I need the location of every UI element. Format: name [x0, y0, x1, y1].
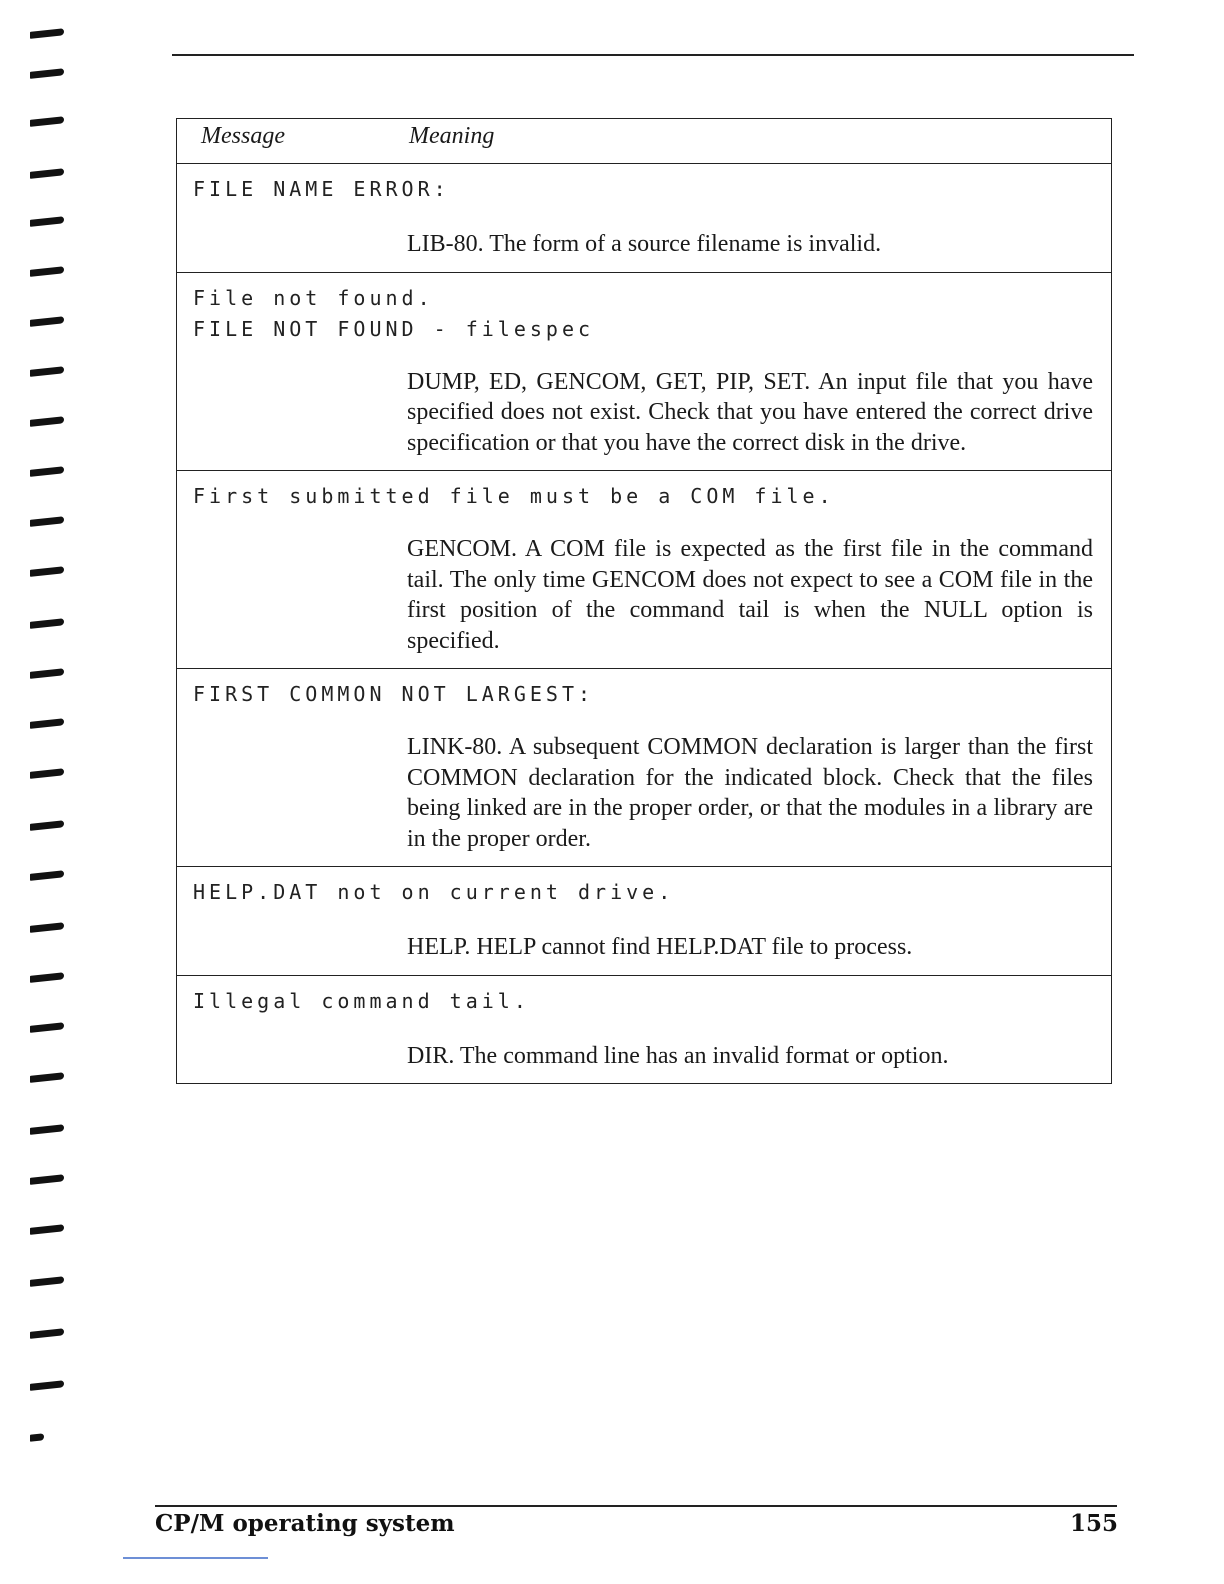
error-meaning: LIB-80. The form of a source filename is invalid. — [407, 231, 882, 257]
table-row — [177, 867, 1111, 976]
error-meaning: LINK-80. A subsequent COMMON declaration is larger than the first COMMON declaration for the indicated block. Check that the files being linked are in the proper order, or that the modules in a library are in the proper order. — [407, 734, 1093, 852]
table-row — [177, 164, 1111, 273]
table-row — [177, 669, 1111, 867]
binding-punch-marks — [30, 0, 70, 1584]
top-rule — [172, 54, 1134, 56]
bottom-rule — [155, 1505, 1117, 1507]
message-table — [176, 118, 1112, 1084]
error-message: First submitted file must be a COM file. — [193, 484, 835, 508]
error-meaning: GENCOM. A COM file is expected as the first file in the command tail. The only time GENCOM does not expect to see a COM file in the first position of the command tail is when the NULL option is specified. — [407, 536, 1093, 654]
error-meaning: HELP. HELP cannot find HELP.DAT file to process. — [407, 934, 913, 960]
page-number: 155 — [1069, 1510, 1118, 1537]
error-meaning: DIR. The command line has an invalid format or option. — [407, 1042, 949, 1069]
error-message: HELP.DAT not on current drive. — [193, 880, 675, 904]
error-message: FILE NAME ERROR: — [193, 177, 450, 201]
table-header — [177, 119, 1111, 164]
table-row — [177, 273, 1111, 472]
scan-artifact-line — [123, 1557, 268, 1559]
table-row — [177, 976, 1111, 1084]
error-message: File not found. FILE NOT FOUND - filespec — [193, 285, 595, 341]
header-message: Message — [201, 123, 285, 149]
error-message: Illegal command tail. — [193, 988, 530, 1013]
table-row — [177, 471, 1111, 669]
error-meaning: DUMP, ED, GENCOM, GET, PIP, SET. An input file that you have specified does not exist. Check that you have entered the correct drive specification or that you have the correct disk in the drive. — [407, 368, 1093, 456]
footer-title: CP/M operating system — [155, 1510, 455, 1537]
error-message: FIRST COMMON NOT LARGEST: — [193, 682, 595, 706]
header-meaning: Meaning — [409, 123, 495, 149]
